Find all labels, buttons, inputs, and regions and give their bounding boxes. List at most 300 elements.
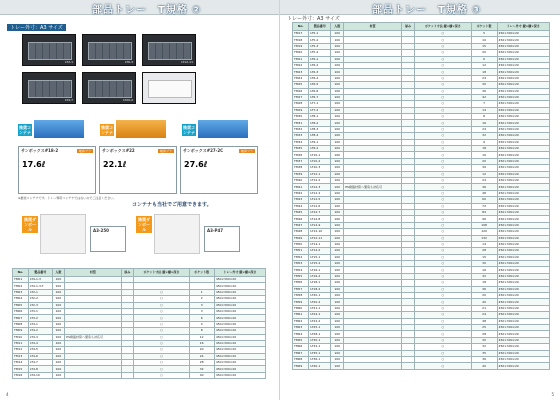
section-label: トレー外寸：A3 サイズ	[287, 16, 340, 22]
table-cell: ○	[415, 363, 472, 369]
column-header: トレー外寸 縦×横×深さ	[214, 269, 265, 277]
table-cell: 100	[331, 107, 344, 113]
table-cell: TM02	[13, 283, 29, 289]
table-cell: LT12-2	[309, 177, 331, 183]
cardboard-spec: A3-P47	[204, 226, 240, 252]
table-cell: 28	[471, 331, 497, 337]
table-cell: 450×300×20	[497, 254, 549, 260]
table-cell: ○	[134, 347, 189, 353]
column-header: ポケット寸法 縦×横×深さ	[415, 23, 472, 31]
table-cell: 100	[331, 43, 344, 49]
table-cell: 21	[471, 305, 497, 311]
table-cell: 25	[471, 324, 497, 330]
table-cell: TM28	[293, 101, 309, 107]
table-cell: 24	[471, 75, 497, 81]
table-cell: TM55	[293, 273, 309, 279]
table-cell: 100	[52, 340, 65, 346]
table-cell: 4	[189, 321, 214, 327]
table-cell: 48	[471, 190, 497, 196]
table-cell: ○	[415, 229, 472, 235]
product-table-left	[12, 268, 266, 379]
table-cell: 450×300×20	[497, 133, 549, 139]
table-cell: TM13	[13, 353, 29, 359]
table-cell: 9	[471, 139, 497, 145]
table-cell: 450×300×20	[214, 347, 265, 353]
table-cell: 100	[331, 286, 344, 292]
table-cell: 100	[331, 363, 344, 369]
table-cell: 100	[331, 165, 344, 171]
table-cell: ○	[134, 334, 189, 340]
table-cell: TM17	[293, 31, 309, 37]
table-cell: 100	[331, 312, 344, 318]
table-cell: LT2-1	[28, 289, 52, 295]
table-cell: 100	[52, 277, 65, 283]
table-cell: 450×300×20	[214, 360, 265, 366]
column-header: ポケット数	[189, 269, 214, 277]
table-cell: TM20	[293, 50, 309, 56]
table-cell: TM64	[293, 331, 309, 337]
table-cell: TM47	[293, 222, 309, 228]
table-cell: 450×300×20	[214, 296, 265, 302]
cardboard-spec: A3-250	[90, 226, 126, 252]
table-cell: 36	[471, 356, 497, 362]
table-cell: LT6-3	[309, 69, 331, 75]
table-cell: TM49	[293, 235, 309, 241]
table-cell: 450×300×20	[497, 114, 549, 120]
table-cell: LT2-3	[28, 302, 52, 308]
table-cell: ○	[415, 165, 472, 171]
table-cell: 96	[471, 216, 497, 222]
table-cell: LT4-1-3	[28, 277, 52, 283]
table-cell: ○	[415, 114, 472, 120]
table-cell: 450×300×20	[497, 165, 549, 171]
table-cell: TM10	[13, 334, 29, 340]
table-cell: 20	[471, 293, 497, 299]
table-cell: 450×300×20	[497, 171, 549, 177]
table-cell: ○	[415, 267, 472, 273]
table-cell: 100	[331, 254, 344, 260]
table-cell: TM67	[293, 350, 309, 356]
table-cell: ○	[134, 321, 189, 327]
table-cell: ○	[134, 328, 189, 334]
table-cell: LT16-2	[309, 273, 331, 279]
table-cell: TM46	[293, 216, 309, 222]
table-cell: 450×300×20	[497, 209, 549, 215]
table-cell: 100	[331, 331, 344, 337]
table-cell: 36	[471, 286, 497, 292]
column-header: 入数	[331, 23, 344, 31]
table-cell: 48	[471, 318, 497, 324]
table-cell: TM07	[13, 315, 29, 321]
table-cell: 450×300×20	[214, 289, 265, 295]
table-cell: ○	[415, 209, 472, 215]
table-cell: 100	[52, 308, 65, 314]
table-cell: 36	[471, 184, 497, 190]
table-cell: ○	[415, 261, 472, 267]
table-cell: 18	[471, 69, 497, 75]
table-cell: 100	[52, 372, 65, 378]
table-cell: LT12-1	[309, 171, 331, 177]
table-cell: TM26	[293, 88, 309, 94]
table-cell: TM03	[13, 289, 29, 295]
table-cell: TM35	[293, 146, 309, 152]
table-cell: TM39	[293, 171, 309, 177]
table-cell: 100	[331, 139, 344, 145]
tray-photo: LT20-2	[82, 72, 136, 104]
table-cell: 450×300×20	[497, 184, 549, 190]
table-cell: LT14-1	[309, 241, 331, 247]
table-cell: 3	[189, 302, 214, 308]
table-cell: 100	[331, 299, 344, 305]
table-cell: 100	[331, 293, 344, 299]
table-cell: ○	[134, 366, 189, 372]
container-spec-card: サンボックス#22 岐阜プラ 22.1ℓ	[99, 146, 177, 194]
table-cell: 100	[331, 126, 344, 132]
table-cell: TM52	[293, 254, 309, 260]
table-cell: 450×300×20	[497, 235, 549, 241]
table-cell: TM21	[293, 56, 309, 62]
table-cell: LT4-2	[28, 328, 52, 334]
table-cell: TM63	[293, 324, 309, 330]
tray-photo: LT4-7	[22, 72, 76, 104]
table-cell: 35	[471, 350, 497, 356]
table-cell: 450×300×20	[497, 356, 549, 362]
table-cell: 100	[331, 318, 344, 324]
table-cell	[401, 363, 414, 369]
table-cell: 100	[52, 360, 65, 366]
page-number: 4	[6, 392, 9, 397]
table-cell: 100	[331, 31, 344, 37]
table-cell: 100	[52, 366, 65, 372]
table-cell: 30	[471, 261, 497, 267]
table-cell: TM11	[13, 340, 29, 346]
table-cell: 450×300×20	[497, 305, 549, 311]
table-cell: 450×300×20	[497, 344, 549, 350]
table-cell: LT12-11	[309, 235, 331, 241]
table-cell: ○	[415, 82, 472, 88]
table-cell: 450×300×20	[497, 75, 549, 81]
column-header: ポケット数	[471, 23, 497, 31]
table-cell: 100	[331, 101, 344, 107]
table-cell: ○	[415, 139, 472, 145]
table-cell: TM41	[293, 184, 309, 190]
table-cell: ○	[415, 356, 472, 362]
table-cell: ○	[415, 324, 472, 330]
table-cell: 1	[189, 289, 214, 295]
table-cell: 32	[471, 273, 497, 279]
table-cell: 450×300×20	[497, 324, 549, 330]
table-cell: ○	[134, 353, 189, 359]
container-image	[116, 120, 166, 138]
table-cell: 32	[189, 366, 214, 372]
table-cell: 100	[331, 280, 344, 286]
table-cell: LT15-2	[309, 261, 331, 267]
table-cell: TM19	[293, 43, 309, 49]
table-cell: 10	[471, 152, 497, 158]
table-cell: LT9-2	[309, 146, 331, 152]
table-cell: 12	[471, 62, 497, 68]
table-cell: LT28-1	[309, 331, 331, 337]
table-cell: LT10-2	[309, 158, 331, 164]
table-cell: LT12-3	[309, 184, 331, 190]
column-header: No.	[13, 269, 29, 277]
table-cell: ○	[415, 69, 472, 75]
table-cell: 450×300×20	[497, 299, 549, 305]
table-cell: TM43	[293, 197, 309, 203]
table-cell: LT8-3	[309, 126, 331, 132]
table-cell: 450×300×20	[497, 203, 549, 209]
table-cell: TM01	[13, 277, 29, 283]
table-cell: LT24-2	[309, 318, 331, 324]
table-cell: ○	[134, 308, 189, 314]
table-cell: 30	[471, 82, 497, 88]
table-cell: 100	[331, 203, 344, 209]
table-cell: LT40-1	[309, 363, 331, 369]
table-cell: TM66	[293, 344, 309, 350]
table-cell: 2	[189, 296, 214, 302]
table-cell: 10	[471, 37, 497, 43]
table-cell: ○	[415, 88, 472, 94]
tray-photo: LT14-1	[142, 72, 196, 104]
table-cell: 450×300×20	[497, 350, 549, 356]
table-cell: TM18	[293, 37, 309, 43]
table-cell: 15	[471, 43, 497, 49]
table-cell: 100	[331, 241, 344, 247]
table-cell: 100	[331, 82, 344, 88]
table-cell: 20	[471, 158, 497, 164]
table-cell: 450×300×20	[497, 216, 549, 222]
table-cell: 14	[471, 107, 497, 113]
container-spec-card: サンボックス#27-2C 岐阜プラ 27.6ℓ	[180, 146, 258, 194]
table-cell: 450×300×20	[497, 267, 549, 273]
table-cell: 100	[331, 88, 344, 94]
container-note: ※推奨コンテナです。トレー専用コンテナではないのでご注意ください。	[18, 196, 117, 200]
table-cell: LT16-1	[309, 267, 331, 273]
table-cell: TM57	[293, 286, 309, 292]
table-cell: ○	[415, 203, 472, 209]
cardboard-image	[154, 214, 200, 254]
table-cell: TM60	[293, 305, 309, 311]
table-cell: 100	[331, 248, 344, 254]
table-cell: TM22	[293, 62, 309, 68]
table-cell: 100	[331, 120, 344, 126]
table-cell: 450×300×20	[497, 82, 549, 88]
cardboard-badge: 推奨ダンボール	[138, 217, 150, 232]
left-header	[0, 0, 280, 15]
table-cell: LT18-2	[309, 286, 331, 292]
table-cell: 20	[471, 50, 497, 56]
table-cell: ○	[415, 286, 472, 292]
table-cell: ○	[415, 184, 472, 190]
table-cell: 24	[189, 353, 214, 359]
table-cell: 32	[471, 133, 497, 139]
table-cell: 100	[331, 209, 344, 215]
table-cell: 450×300×20	[497, 177, 549, 183]
table-cell: TM30	[293, 114, 309, 120]
table-cell: ○	[415, 222, 472, 228]
table-cell: 100	[331, 75, 344, 81]
column-header: トレー外寸 縦×横×深さ	[497, 23, 549, 31]
recommend-badge: 推奨コンテナ	[183, 125, 195, 135]
table-cell: 100	[52, 289, 65, 295]
table-cell: LT6-4	[309, 75, 331, 81]
section-label: トレー外寸：A3 サイズ	[7, 24, 66, 31]
table-cell: 450×300×20	[214, 372, 265, 378]
table-cell: TM42	[293, 190, 309, 196]
table-cell: ○	[415, 171, 472, 177]
table-cell: 450×300×20	[214, 302, 265, 308]
table-cell: LT8-1	[309, 114, 331, 120]
column-header: 材質	[65, 269, 121, 277]
table-cell: 450×300×20	[497, 107, 549, 113]
table-cell: 450×300×20	[497, 43, 549, 49]
table-cell: TM68	[293, 356, 309, 362]
table-cell: LT4-6	[28, 353, 52, 359]
table-cell: LT12-4	[309, 190, 331, 196]
table-cell: 100	[331, 222, 344, 228]
table-cell: TM40	[293, 177, 309, 183]
table-cell: 100	[331, 158, 344, 164]
table-cell: 18	[471, 146, 497, 152]
table-cell: ○	[415, 197, 472, 203]
column-header: 厚み	[121, 269, 134, 277]
table-cell: LT6-2	[309, 62, 331, 68]
table-cell: 100	[331, 56, 344, 62]
table-cell: 450×300×20	[497, 273, 549, 279]
table-cell: TM32	[293, 126, 309, 132]
table-cell: LT3-2	[28, 315, 52, 321]
product-table-right	[292, 22, 550, 370]
table-cell: ○	[415, 146, 472, 152]
table-cell: 6	[471, 56, 497, 62]
table-cell: 450×300×20	[497, 94, 549, 100]
table-cell: 450×300×20	[497, 62, 549, 68]
table-cell: 100	[331, 146, 344, 152]
table-cell: 450×300×20	[497, 69, 549, 75]
table-cell: ○	[415, 177, 472, 183]
table-cell: 100	[52, 328, 65, 334]
table-cell: 15	[471, 254, 497, 260]
table-cell: LT2-2	[28, 296, 52, 302]
tray-photo: LT12-11	[142, 34, 196, 66]
right-header	[280, 0, 560, 15]
table-cell: LT6-7	[309, 94, 331, 100]
table-cell: ○	[415, 94, 472, 100]
table-cell: TM09	[13, 328, 29, 334]
cardboard-image	[40, 214, 86, 254]
table-cell: 450×300×20	[497, 56, 549, 62]
table-cell: 100	[331, 37, 344, 43]
table-cell: ○	[134, 372, 189, 378]
table-cell: 7	[471, 101, 497, 107]
table-cell: 100	[331, 324, 344, 330]
table-cell: ○	[415, 120, 472, 126]
table-cell: 450×300×20	[497, 222, 549, 228]
table-cell: 100	[331, 261, 344, 267]
recommend-badge: 推奨コンテナ	[101, 125, 113, 135]
table-cell: 100	[52, 347, 65, 353]
recommend-badge: 推奨コンテナ	[19, 125, 31, 135]
table-cell	[344, 363, 402, 369]
table-cell: TM06	[13, 308, 29, 314]
table-cell: ○	[415, 241, 472, 247]
table-cell: 100	[331, 356, 344, 362]
container-banner: コンテナも当社でご用意できます。	[132, 202, 212, 208]
page-number: 5	[551, 392, 554, 397]
table-cell: 16	[189, 340, 214, 346]
table-cell: 450×300×20	[214, 315, 265, 321]
table-cell: ○	[134, 360, 189, 366]
table-cell: 100	[331, 177, 344, 183]
table-cell: LT35-1	[309, 350, 331, 356]
table-cell: 100	[331, 344, 344, 350]
table-cell: TM44	[293, 203, 309, 209]
table-cell: TM16	[13, 372, 29, 378]
table-cell: ○	[415, 280, 472, 286]
container-spec-card: サンボックス#18-2 岐阜プラ 17.6ℓ	[18, 146, 96, 194]
table-cell: 450×300×20	[214, 283, 265, 289]
table-cell: ○	[415, 31, 472, 37]
table-cell: 108	[471, 222, 497, 228]
table-cell: 450×300×20	[497, 337, 549, 343]
table-cell: LT7-1	[309, 101, 331, 107]
table-cell: 32	[471, 344, 497, 350]
table-cell: 450×300×20	[214, 353, 265, 359]
table-cell: LT4-5	[28, 347, 52, 353]
table-cell: 100	[331, 114, 344, 120]
table-cell: 450×300×20	[497, 312, 549, 318]
table-cell: LT6-1	[309, 56, 331, 62]
table-cell: LT5-1	[309, 31, 331, 37]
table-cell: 40	[471, 299, 497, 305]
column-header: 厚み	[401, 23, 414, 31]
table-cell: 450×300×20	[497, 146, 549, 152]
table-cell: 5	[471, 31, 497, 37]
table-cell: 60	[471, 197, 497, 203]
table-cell: TM38	[293, 165, 309, 171]
table-cell: 28	[189, 360, 214, 366]
table-cell: 100	[331, 235, 344, 241]
table-cell: 84	[471, 209, 497, 215]
table-cell: LT4-8	[28, 366, 52, 372]
table-cell: ○	[415, 254, 472, 260]
table-cell: ○	[415, 62, 472, 68]
table-cell	[121, 372, 134, 378]
table-cell: LT14-2	[309, 248, 331, 254]
table-cell: TM56	[293, 280, 309, 286]
table-cell: 450×300×20	[497, 120, 549, 126]
table-row	[293, 363, 550, 369]
table-cell: 450×300×20	[497, 331, 549, 337]
table-cell: TM51	[293, 248, 309, 254]
table-cell: 12	[189, 334, 214, 340]
table-cell: ○	[134, 289, 189, 295]
table-cell: TM08	[13, 321, 29, 327]
table-cell: LT20-1	[309, 293, 331, 299]
table-cell: PS樹脂材質へ製造も対応可	[344, 184, 402, 190]
table-cell: 450×300×20	[214, 321, 265, 327]
table-cell: LT9-1	[309, 139, 331, 145]
table-cell: 30	[471, 165, 497, 171]
table-cell: LT12-7	[309, 209, 331, 215]
table-cell: TM59	[293, 299, 309, 305]
table-cell: 132	[471, 235, 497, 241]
table-cell: 100	[331, 273, 344, 279]
table-cell: TM25	[293, 82, 309, 88]
table-cell: LT15-1	[309, 254, 331, 260]
table-cell: 450×300×20	[497, 318, 549, 324]
table-cell: TM23	[293, 69, 309, 75]
